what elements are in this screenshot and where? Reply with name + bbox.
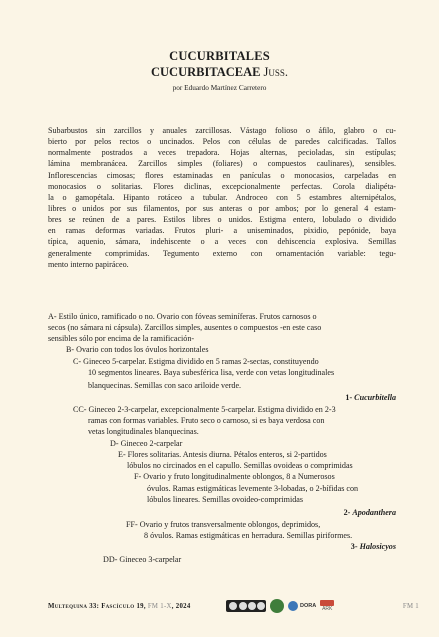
description-line: monocasios o solitarias. Flores diclinas, excepcionalmente perfectas. Corola dialipéta- — [48, 181, 396, 191]
key-result-1 — [345, 392, 396, 403]
description-line: típica, aquenio, sámara, indehiscente o a veces con dehiscencia explosiva. Semillas — [48, 237, 396, 247]
result-genus: Halosicyos — [359, 542, 396, 551]
description-line: Subarbustos sin zarcillos y anuales zarcillosas. Vástago folioso o áfilo, glabro o cu- — [48, 126, 396, 135]
family-description — [48, 125, 396, 270]
description-line: la o gamopétala. Hipanto rotáceo a tubular. Androceo con 5 estambres alternipétalos, — [48, 192, 396, 202]
key-line: DD- Gineceo 3-carpelar — [103, 555, 182, 564]
footer — [48, 596, 419, 620]
result-number: 1- — [345, 393, 353, 402]
key-line: CC- Gineceo 2-3-carpelar, excepcionalmente 5-carpelar. Estigma dividido en 2-3 — [73, 405, 336, 414]
description-line: libres o unidos por sus filamentos, por sus anteras o por ambos; por lo general 4 estam- — [48, 203, 396, 213]
result-genus: Cucurbitella — [354, 393, 396, 402]
key-line: A- Estilo único, ramificado o no. Ovario con fóveas seminíferas. Frutos carnosos o — [48, 312, 317, 321]
ark-label: ARK — [322, 605, 333, 612]
description-line: bres se reúnen de a pares. Estilos libres o unidos. Estigma entero, lobulado o dividido — [48, 215, 396, 225]
dora-logo-icon[interactable] — [288, 601, 316, 611]
key-result-2 — [344, 507, 396, 518]
key-line: 8 óvulos. Ramas estigmáticas en herradura. Semillas piriformes. — [144, 531, 353, 540]
green-leaf-logo-icon — [270, 599, 284, 613]
page-number: FM 1 — [402, 603, 419, 610]
description-line: generalmente comprimidas. Tegumento externo con ornamentación variable: tegu- — [48, 248, 396, 258]
description-line: lámina membranácea. Zarcillos simples (foliares) o compuestos caulinares), sensibles. — [48, 159, 396, 169]
header — [0, 48, 439, 92]
key-line: blanquecinas. Semillas con saco ariloide verde. — [88, 381, 242, 390]
description-line: normalmente postrados a veces trepadora. Hojas alternas, pecioladas, sin estípulas; — [48, 148, 396, 158]
key-line: sensibles sólo por encima de la ramificación- — [48, 334, 195, 343]
key-line: vetas longitudinales blanquecinas. — [88, 427, 199, 436]
journal-name: Multequina 33: Fascículo 19, — [48, 603, 146, 610]
key-line: F- Ovario y fruto longitudinalmente oblongos, 8 a Numerosos — [134, 472, 335, 481]
key-line: C- Gineceo 5-carpelar. Estigma dividido en 5 ramas 2-sectas, constituyendo — [73, 357, 319, 366]
cc-by-nc-sa-icon[interactable] — [226, 600, 266, 612]
result-genus: Apodanthera — [352, 508, 396, 517]
dora-label: DORA — [300, 603, 317, 609]
description-line: bierto por pelos rectos o uncinados. Pelos con células de paredes calcificadas. Tallos — [48, 137, 396, 147]
description-line: Inflorescencias cimosas; flores estaminadas en panículas o monocasios, carpeladas en — [48, 170, 396, 180]
result-number: 2- — [343, 508, 351, 517]
family-name: CUCURBITACEAE — [150, 65, 261, 79]
key-line: lóbulos lineares. Semillas ovoideo-comprimidas — [147, 495, 304, 504]
result-number: 3- — [350, 542, 358, 551]
key-result-3 — [351, 541, 396, 552]
key-line: lóbulos no circinados en el capullo. Semillas ovoideas o comprimidas — [127, 461, 353, 470]
key-line: secos (no sámara ni cápsula). Zarcillos simples, ausentes o compuestos -en este caso — [48, 323, 322, 332]
description-line: en ramas deformas variadas. Frutos pluri- a uniseminados, pixidio, pepónide, baya — [48, 226, 396, 236]
key-line: óvulos. Ramas estigmáticas levemente 3-lobadas, o 2-bífidas con — [147, 484, 359, 493]
key-line: B- Ovario con todos los óvulos horizontales — [66, 345, 209, 354]
journal-year: , 2024 — [171, 603, 191, 610]
key-line: 10 segmentos lineares. Baya subesférica lisa, verde con vetas longitudinales — [88, 368, 335, 377]
key-line: D- Gineceo 2-carpelar — [110, 439, 183, 448]
key-line: FF- Ovario y frutos transversalmente oblongos, deprimidos, — [126, 520, 321, 529]
page-range: FM 1-X — [147, 603, 172, 610]
family-title — [0, 64, 439, 81]
journal-citation — [48, 603, 191, 610]
family-author: Juss. — [263, 65, 288, 79]
key-line: E- Flores solitarias. Antesis diurna. Pétalos enteros, si 2-partidos — [118, 450, 327, 459]
author-line: por Eduardo Martínez Carretero — [172, 83, 267, 92]
footer-logos — [226, 596, 334, 616]
ark-logo-icon[interactable] — [320, 600, 334, 613]
order-title: CUCURBITALES — [169, 49, 270, 63]
key-line: ramas con formas variables. Fruto seco o carnoso, si es baya verdosa con — [88, 416, 325, 425]
description-line: mento interno papiráceo. — [48, 259, 129, 269]
